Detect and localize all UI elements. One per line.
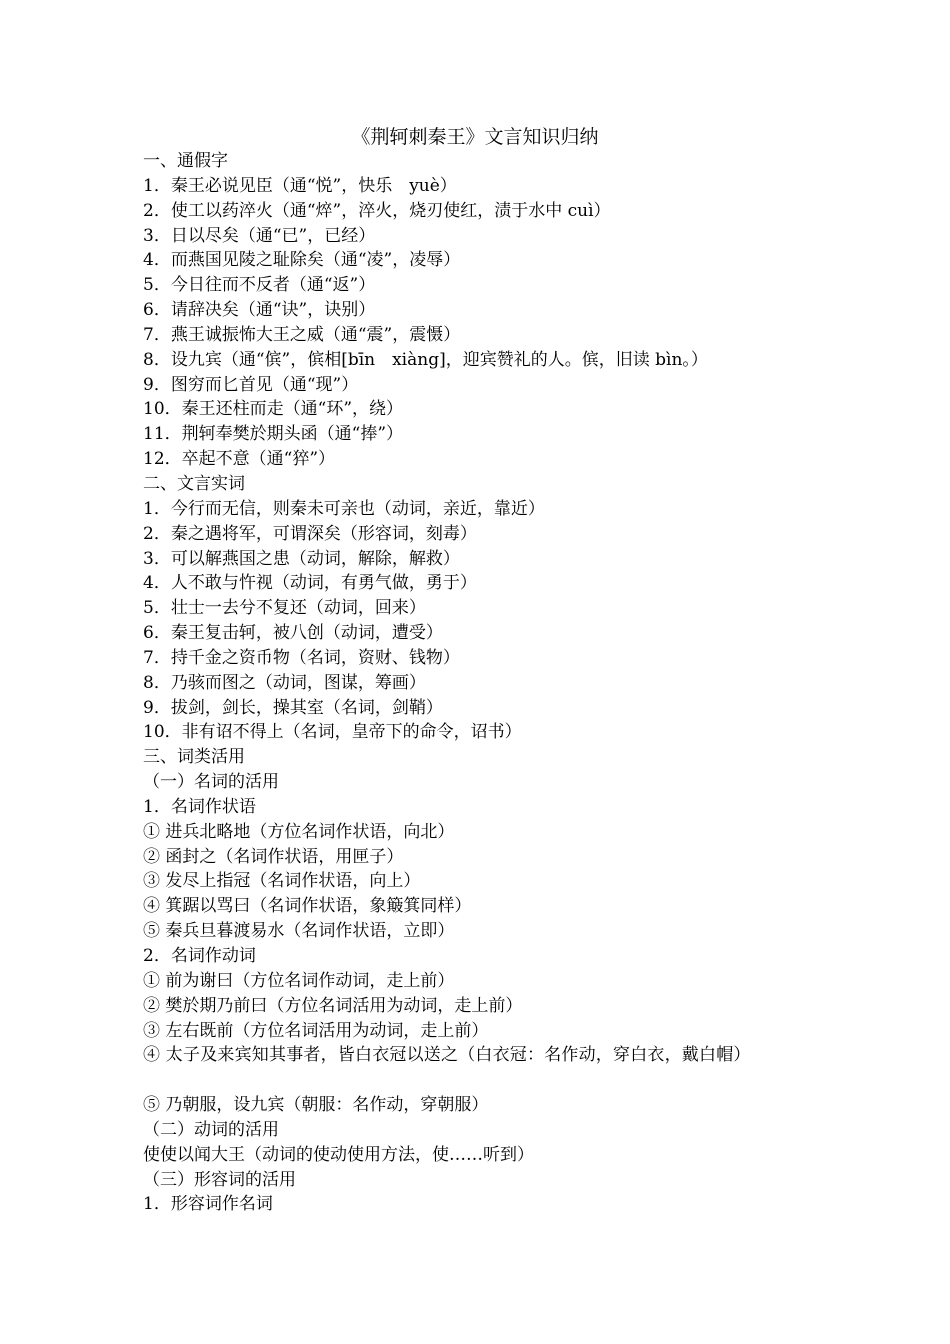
text-line: 2．使工以药淬火（通“焠”，淬火，烧刃使红，渍于水中 cuì） bbox=[143, 200, 611, 221]
text-line: ⑤ 秦兵旦暮渡易水（名词作状语，立即） bbox=[143, 921, 455, 942]
text-line: ③ 左右既前（方位名词活用为动词，走上前） bbox=[143, 1020, 489, 1041]
text-line: ① 前为谢曰（方位名词作动词，走上前） bbox=[143, 970, 455, 991]
text-line: ② 函封之（名词作状语，用匣子） bbox=[143, 846, 404, 867]
text-line: 9．图穷而匕首见（通“现”） bbox=[143, 374, 359, 395]
text-line: 8．乃骇而图之（动词，图谋，筹画） bbox=[143, 672, 426, 693]
text-line: 11．荆轲奉樊於期头函（通“捧”） bbox=[143, 424, 404, 445]
text-line: 7．持千金之资币物（名词，资财、钱物） bbox=[143, 647, 460, 668]
subsection-heading: （一）名词的活用 bbox=[143, 772, 279, 793]
text-line: 1．秦王必说见臣（通“悦”，快乐 yuè） bbox=[143, 175, 457, 196]
subsection-heading: （二）动词的活用 bbox=[143, 1119, 279, 1140]
text-line: 使使以闻大王（动词的使动使用方法，使……听到） bbox=[143, 1144, 534, 1165]
text-line: ③ 发尽上指冠（名词作状语，向上） bbox=[143, 871, 421, 892]
text-line: 10．非有诏不得上（名词，皇帝下的命令，诏书） bbox=[143, 722, 522, 743]
text-line: 8．设九宾（通“傧”，傧相[bīn xiàng]，迎宾赞礼的人。傧，旧读 bìn。） bbox=[143, 349, 708, 370]
document-body bbox=[143, 149, 791, 1217]
text-line: 4．而燕国见陵之耻除矣（通“凌”，凌辱） bbox=[143, 250, 461, 271]
text-line: ④ 箕踞以骂曰（名词作状语，象簸箕同样） bbox=[143, 896, 472, 917]
text-line: 10．秦王还柱而走（通“环”，绕） bbox=[143, 399, 404, 420]
section-heading-huoyong: 三、词类活用 bbox=[143, 747, 245, 768]
section-heading-shici: 二、文言实词 bbox=[143, 473, 245, 494]
subsection-heading: 1．名词作状语 bbox=[143, 796, 256, 817]
text-line: ⑤ 乃朝服，设九宾（朝服：名作动，穿朝服） bbox=[143, 1095, 489, 1116]
subsection-heading: 2．名词作动词 bbox=[143, 946, 256, 966]
text-line: 9．拔剑，剑长，操其室（名词，剑鞘） bbox=[143, 697, 443, 718]
text-line: 4．人不敢与忤视（动词，有勇气做，勇于） bbox=[143, 573, 477, 594]
text-line: ② 樊於期乃前曰（方位名词活用为动词，走上前） bbox=[143, 995, 523, 1016]
section-heading-tongjiazi: 一、通假字 bbox=[143, 151, 228, 171]
text-line-wrapped: ④ 太子及来宾知其事者，皆白衣冠以送之（白衣冠：名作动，穿白衣，戴白帽） bbox=[143, 1045, 751, 1066]
text-line: 1．形容词作名词 bbox=[143, 1194, 273, 1215]
text-line: 2．秦之遇将军，可谓深矣（形容词，刻毒） bbox=[143, 523, 477, 544]
subsection-heading: （三）形容词的活用 bbox=[143, 1169, 296, 1190]
text-line: 7．燕王诚振怖大王之威（通“震”，震慑） bbox=[143, 324, 461, 345]
text-line: 6．请辞决矣（通“诀”，诀别） bbox=[143, 300, 376, 321]
text-line: 3．可以解燕国之患（动词，解除，解救） bbox=[143, 548, 460, 569]
text-line: 3．日以尽矣（通“已”，已经） bbox=[143, 225, 376, 246]
text-line: 6．秦王复击轲，被八创（动词，遭受） bbox=[143, 623, 443, 644]
text-line: 1．今行而无信，则秦未可亲也（动词，亲近，靠近） bbox=[143, 498, 545, 519]
document-title: 《荆轲刺秦王》文言知识归纳 bbox=[351, 126, 599, 148]
text-line: ① 进兵北略地（方位名词作状语，向北） bbox=[143, 821, 455, 842]
text-line: 12．卒起不意（通“猝”） bbox=[143, 449, 336, 470]
text-line: 5．壮士一去兮不复还（动词，回来） bbox=[143, 598, 426, 619]
text-line: 5．今日往而不反者（通“返”） bbox=[143, 275, 376, 296]
